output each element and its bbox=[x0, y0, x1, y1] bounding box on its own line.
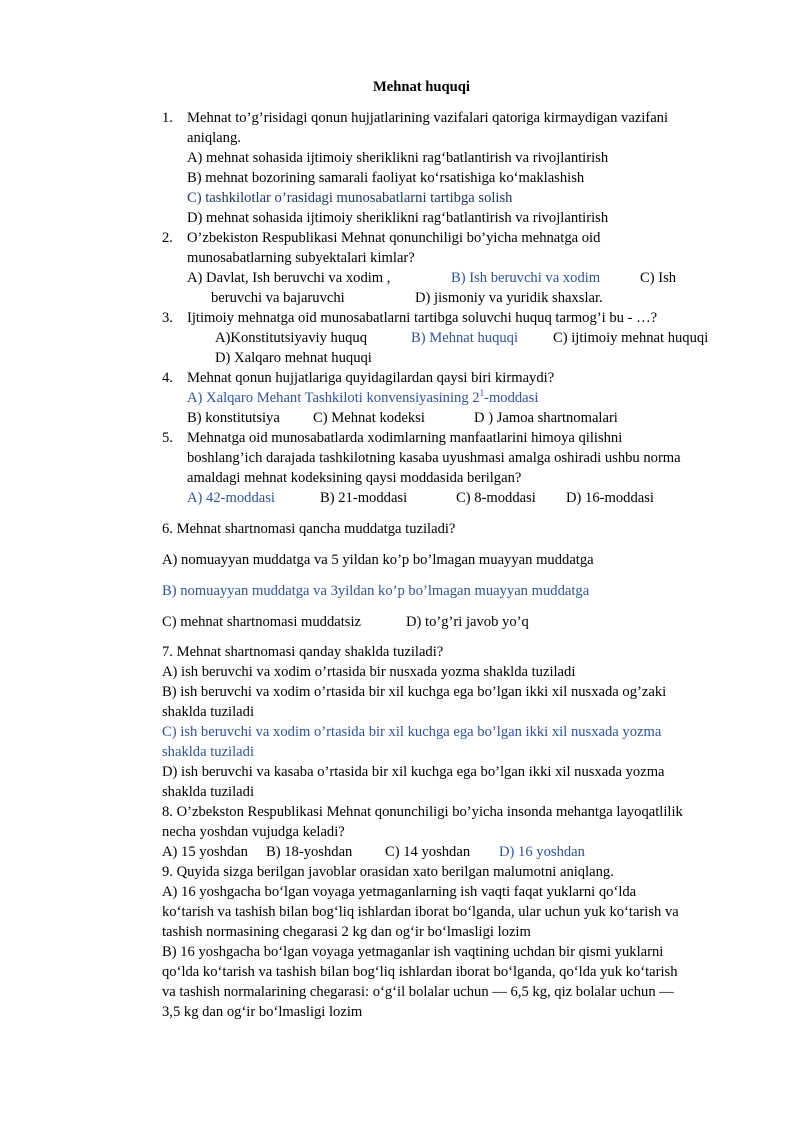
q2-option-b-answer: B) Ish beruvchi va xodim bbox=[451, 270, 601, 286]
q8-option-d-answer: D) 16 yoshdan bbox=[499, 844, 585, 860]
q9-option-a-line-3: tashish normasining chegarasi 2 kg dan og‘ir bo‘lmasligi lozim bbox=[162, 924, 531, 940]
q1-option-c-answer: C) tashkilotlar o’rasidagi munosabatlarni tartibga solish bbox=[187, 190, 513, 206]
q1-option-a: A) mehnat sohasida ijtimoiy sheriklikni rag‘batlantirish va rivojlantirish bbox=[187, 150, 609, 166]
q7-option-c-answer-line-2: shaklda tuziladi bbox=[162, 744, 254, 760]
q4-option-d: D ) Jamoa shartnomalari bbox=[474, 410, 618, 426]
q7-question: 7. Mehnat shartnomasi qanday shaklda tuziladi? bbox=[162, 644, 444, 660]
q6-option-c: C) mehnat shartnomasi muddatsiz bbox=[162, 614, 362, 630]
q2-option-c: C) Ish bbox=[640, 270, 677, 286]
q4-option-c: C) Mehnat kodeksi bbox=[313, 410, 425, 426]
q5-option-b: B) 21-moddasi bbox=[320, 490, 408, 506]
q1-option-d: D) mehnat sohasida ijtimoiy sheriklikni rag‘batlantirish va rivojlantirish bbox=[187, 210, 609, 226]
q3-question-line-1: Ijtimoiy mehnatga oid munosabatlarni tartibga soluvchi huquq tarmog’i bu - …? bbox=[187, 310, 658, 326]
q5-option-a-answer: A) 42-moddasi bbox=[187, 490, 275, 506]
q5-option-d: D) 16-moddasi bbox=[566, 490, 654, 506]
q2-option-a: A) Davlat, Ish beruvchi va xodim , bbox=[187, 270, 391, 286]
q1-number: 1. bbox=[162, 110, 173, 126]
q8-option-a: A) 15 yoshdan bbox=[162, 844, 248, 860]
q2-option-c-continued: beruvchi va bajaruvchi bbox=[211, 290, 345, 306]
q5-number: 5. bbox=[162, 430, 173, 446]
q7-option-a: A) ish beruvchi va xodim o’rtasida bir nusxada yozma shaklda tuziladi bbox=[162, 664, 576, 680]
q5-question-line-3: amaldagi mehnat kodeksining qaysi moddasida berilgan? bbox=[187, 470, 522, 486]
q9-option-b-line-4: 3,5 kg dan og‘ir bo‘lmasligi lozim bbox=[162, 1004, 363, 1020]
q7-option-b-line-1: B) ish beruvchi va xodim o’rtasida bir xil kuchga ega bo’lgan ikki xil nusxada og’zaki bbox=[162, 684, 667, 700]
q2-question-line-2: munosabatlarning subyektalari kimlar? bbox=[187, 250, 415, 266]
q3-option-b-answer: B) Mehnat huquqi bbox=[411, 330, 519, 346]
q9-option-a-line-2: ko‘tarish va tashish bilan bog‘liq ishlardan iborat bo‘lganda, ular uchun yuk ko‘tarish va bbox=[162, 904, 679, 920]
q4-question-line-1: Mehnat qonun hujjatlariga quyidagilardan qaysi biri kirmaydi? bbox=[187, 370, 555, 386]
q7-option-c-answer-line-1: C) ish beruvchi va xodim o’rtasida bir xil kuchga ega bo’lgan ikki xil nusxada yozma bbox=[162, 724, 662, 740]
q5-question-line-1: Mehnatga oid munosabatlarda xodimlarning manfaatlarini himoya qilishni bbox=[187, 430, 623, 446]
q6-option-a: A) nomuayyan muddatga va 5 yildan ko’p bo’lmagan muayyan muddatga bbox=[162, 552, 594, 568]
q5-question-line-2: boshlang’ich darajada tashkilotning kasaba uyushmasi amalga oshiradi ushbu norma bbox=[187, 450, 681, 466]
q4-option-b: B) konstitutsiya bbox=[187, 410, 280, 426]
q1-option-b: B) mehnat bozorining samarali faoliyat ko‘rsatishiga ko‘maklashish bbox=[187, 170, 585, 186]
q4-superscript: 1 bbox=[479, 388, 485, 399]
q6-option-d: D) to’g’ri javob yo’q bbox=[406, 614, 529, 630]
q1-question-line-1: Mehnat to’g’risidagi qonun hujjatlarining vazifalari qatoriga kirmaydigan vazifani bbox=[187, 110, 669, 126]
q9-option-a-line-1: A) 16 yoshgacha bo‘lgan voyaga yetmaganlarning ish vaqti faqat yuklarni qo‘lda bbox=[162, 884, 637, 900]
q2-question-line-1: O’zbekiston Respublikasi Mehnat qonunchiligi bo’yicha mehnatga oid bbox=[187, 230, 601, 246]
q4-number: 4. bbox=[162, 370, 173, 386]
q8-option-c: C) 14 yoshdan bbox=[385, 844, 471, 860]
q9-option-b-line-3: va tashish normalarining chegarasi: o‘g‘il bolalar uchun — 6,5 kg, qiz bolalar uchun — bbox=[162, 984, 674, 1000]
q4-option-a-answer: A) Xalqaro Mehant Tashkiloti konvensiyasining $2^1$-moddasi bbox=[187, 388, 539, 406]
q9-option-b-line-2: qo‘lda ko‘tarish va tashish bilan bog‘liq ishlardan iborat bo‘lganda, qo‘lda yuk ko‘tarish bbox=[162, 964, 678, 980]
q2-number: 2. bbox=[162, 230, 173, 246]
q8-question-line-1: 8. O’zbekston Respublikasi Mehnat qonunchiligi bo’yicha insonda mehantga layoqatlilik bbox=[162, 804, 683, 820]
q3-option-c: C) ijtimoiy mehnat huquqi bbox=[553, 330, 709, 346]
q3-option-a: A)Konstitutsiyaviy huquq bbox=[215, 330, 368, 346]
q3-option-d: D) Xalqaro mehnat huquqi bbox=[215, 350, 372, 366]
page-title: Mehnat huquqi bbox=[373, 79, 470, 95]
q9-option-b-line-1: B) 16 yoshgacha bo‘lgan voyaga yetmaganlar ish vaqtining uchdan bir qismi yuklarni bbox=[162, 944, 664, 960]
q1-question-line-2: aniqlang. bbox=[187, 130, 241, 146]
q9-question: 9. Quyida sizga berilgan javoblar orasidan xato berilgan malumotni aniqlang. bbox=[162, 864, 614, 880]
q7-option-d-line-1: D) ish beruvchi va kasaba o’rtasida bir xil kuchga ega bo’lgan ikki xil nusxada yozma bbox=[162, 764, 665, 780]
q7-option-b-line-2: shaklda tuziladi bbox=[162, 704, 254, 720]
q8-option-b: B) 18-yoshdan bbox=[266, 844, 353, 860]
q5-option-c: C) 8-moddasi bbox=[456, 490, 536, 506]
q8-question-line-2: necha yoshdan vujudga keladi? bbox=[162, 824, 345, 840]
q6-option-b-answer: B) nomuayyan muddatga va 3yildan ko’p bo’lmagan muayyan muddatga bbox=[162, 583, 590, 599]
q3-number: 3. bbox=[162, 310, 173, 326]
q2-option-d: D) jismoniy va yuridik shaxslar. bbox=[415, 290, 603, 306]
q7-option-d-line-2: shaklda tuziladi bbox=[162, 784, 254, 800]
q6-question: 6. Mehnat shartnomasi qancha muddatga tuziladi? bbox=[162, 521, 456, 537]
